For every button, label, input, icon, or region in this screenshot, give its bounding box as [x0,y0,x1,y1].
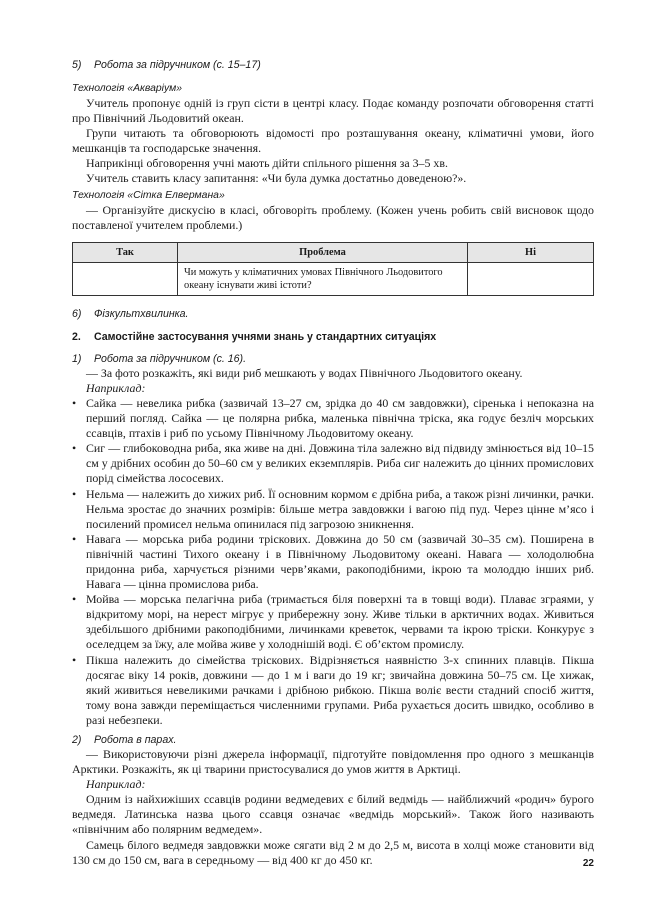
section-6-number: 6) [72,307,82,320]
paragraph: — Використовуючи різні джерела інформації, підготуйте повідомлення про одного з мешканців Арктики. Розкажіть, як ці тварини пристосувалися до умов життя в Арктиці. [72,747,594,777]
main-section-2-title: Самостійне застосування учнями знань у стандартних ситуаціях [94,330,437,343]
list-item: • Сиг — глибоководна риба, яка живе на дні. Довжина тіла залежно від підвиду змінюється від 10–15 см у дрібних особин до 50–60 см у великих екземплярів. Риба сиг належить до цінних промислових порід сімейства лососевих. [72,441,594,486]
list-item: • Навага — морська риба родини тріскових. Довжина до 50 см (зазвичай 30–35 см). Поширена в північній частині Тихого океану і в Північному Льодовитому океані. Навага — холодолюбна придонна риба, харчується різними черв’яками, ракоподібними, ікрою та молоддю інших риб. Навага — цінна промислова риба. [72,532,594,592]
subsection-2-title: Робота в парах. [94,734,177,746]
section-6-title: Фізкультхвилинка. [94,307,189,320]
paragraph: Учитель пропонує одній із груп сісти в центрі класу. Подає команду розпочати обговорення статті про Північний Льодовитий океан. [72,96,594,126]
example-label: Наприклад: [86,777,146,792]
table-cell-no [468,262,594,295]
subsection-2-number: 2) [72,734,82,746]
example-label: Наприклад: [86,380,146,395]
table-header-row [73,242,594,262]
table-row [73,262,594,295]
paragraph: Групи читають та обговорюють відомості про розташування океану, кліматичні умови, його мешканців та господарське значення. [72,126,594,156]
page-number: 22 [582,858,594,869]
table-header-problem: Проблема [178,242,468,262]
section-5-title: Робота за підручником (с. 15–17) [94,59,261,71]
paragraph: — Організуйте дискусію в класі, обговоріть проблему. (Кожен учень робить свій висновок щодо поставленої учителем проблеми.) [72,202,594,232]
subsection-1-heading [72,352,594,366]
list-item: • Пікша належить до сімейства тріскових. Відрізняється наявністю 3-х спинних плавців. Пікша досягає віку 14 років, довжини — до 1 м і ваги до 19 кг; звичайна довжина 50–75 см. Це хижак, який живиться невеликими рачками і дрібною рибкою. Пікша воліє вести стадний спосіб життя, тому вона завжди переміщається численними групами. Риба рухається досить швидко, особливо в разі небезпеки. [72,653,594,728]
subsection-2-heading [72,733,594,747]
table-header-yes: Так [73,242,178,262]
list-item: • Мойва — морська пелагічна риба (тримається біля поверхні та в товщі води). Плаває зграями, у відкритому морі, на нерест мігрує у прибережну зону. Живе тільки в арктичних водах. Живиться здебільшого дрібними ракоподібними, личинками креветок, червами та ікрою тріски. Конкурує з оселедцем за їжу, але мойва живе у холоднішій воді. Є об’єктом промислу. [72,592,594,652]
subsection-1-title: Робота за підручником (с. 16). [94,352,247,365]
paragraph: Одним із найхижіших ссавців родини ведмедевих є білий ведмідь — найближчий «родич» бурого ведмедя. Латинська назва цього ссавця означає «ведмідь морський». Також його називають «північним або полярним ведмедем». [72,792,594,837]
section-6-heading [72,307,594,321]
table-cell-yes [73,262,178,295]
table-cell-problem: Чи можуть у кліматичних умовах Північного Льодовитого океану існувати живі істоти? [178,262,468,295]
table-header-no: Ні [468,242,594,262]
paragraph: Учитель ставить класу запитання: «Чи була думка достатньо доведеною?». [86,171,467,186]
section-5-heading [72,58,594,72]
main-section-2-heading [72,330,594,344]
textbook-page [72,58,594,868]
fish-list [72,396,594,728]
paragraph: Наприкінці обговорення учні мають дійти спільного рішення за 3–5 хв. [86,156,448,171]
list-item: • Сайка — невелика рибка (зазвичай 13–27 см, зрідка до 40 см завдовжки), сіренька і непоказна на перший погляд. Сайка — це полярна рибка, маленька північна тріска, яка годує безліч морських ссавців, птахів і риб по усьому Північному Льодовитому океану. [72,396,594,441]
list-item: • Нельма — належить до хижих риб. Її основним кормом є дрібна риба, а також різні личинки, рачки. Нельма зростає до значних розмірів: більше метра завдовжки і вагою під пуд. Через цінне м’ясо і посилений промисел нельма опинилася під загрозою зникнення. [72,487,594,532]
technology-elverman-label: Технологія «Сітка Елвермана» [72,189,225,201]
main-section-2-number: 2. [72,330,81,343]
technology-aquarium-label: Технологія «Акваріум» [72,83,183,94]
section-5-number: 5) [72,59,82,71]
problem-table [72,242,594,296]
paragraph: Самець білого ведмедя завдовжки може сягати від 2 м до 2,5 м, висота в холці може становити від 130 см до 150 см, вага в середньому — від 400 кг до 450 кг. [72,837,594,867]
subsection-1-number: 1) [72,352,82,365]
paragraph: — За фото розкажіть, які види риб мешкають у водах Північного Льодовитого океану. [86,365,523,380]
